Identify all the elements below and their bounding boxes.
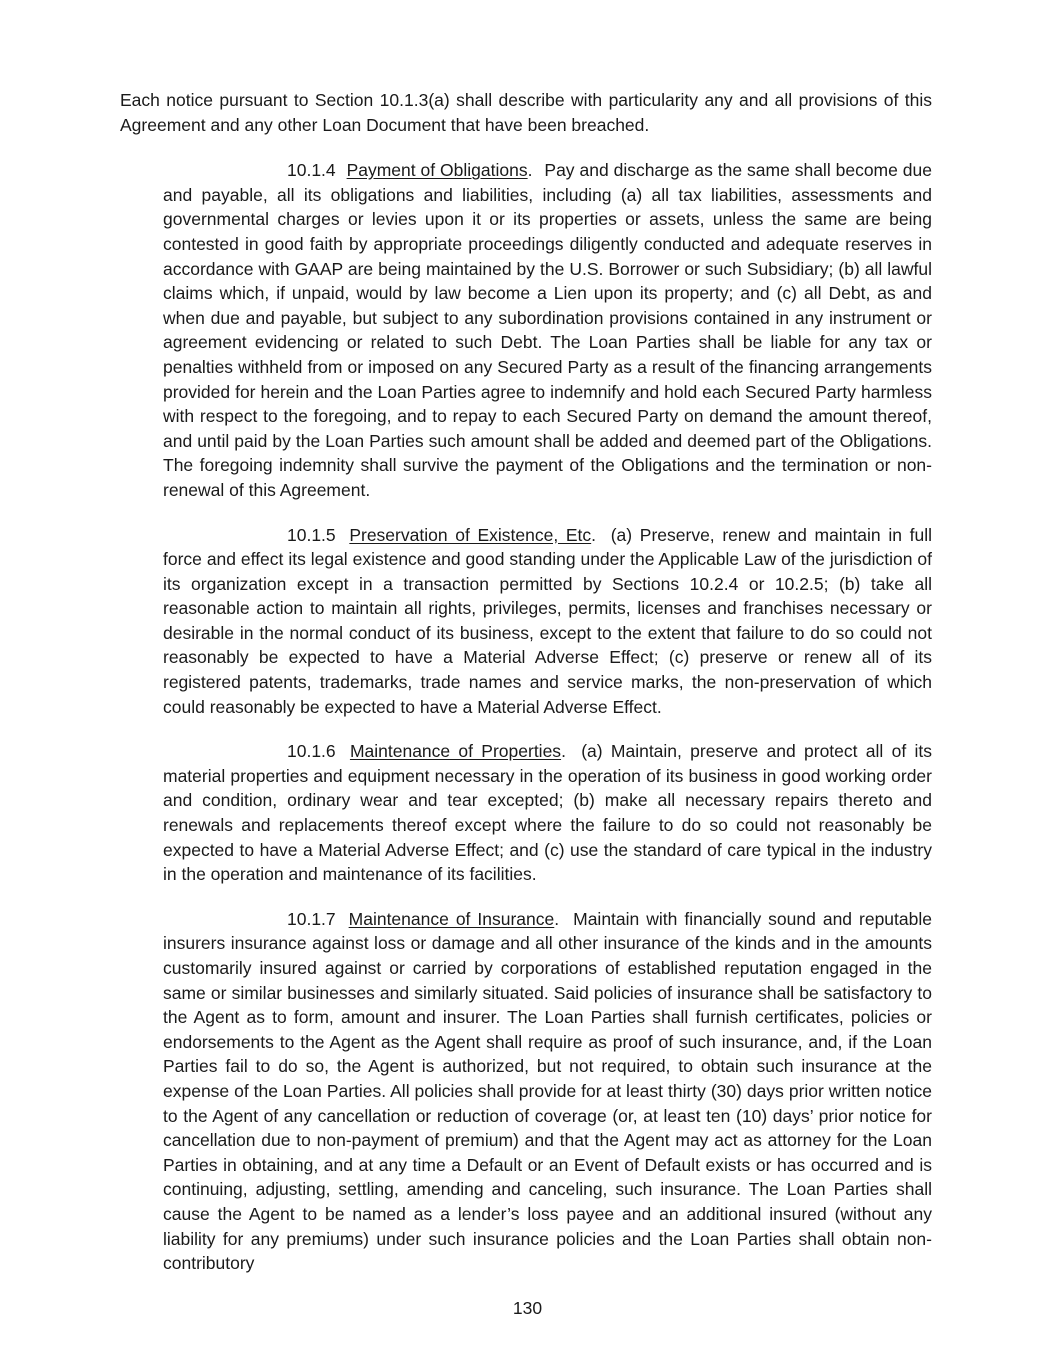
section-body-text: Maintain with financially sound and reputable insurers insurance against loss or damage and all other insurance of the kinds and in the amounts customarily insured against or carried by corporations of established reputation engaged in the same or similar businesses and similarly situated. Said policies of insurance shall be satisfactory to the Agent as to form, amount and insurer. The Loan Parties shall furnish certificates, policies or endorsements to the Agent as the Agent shall require as proof of such insurance, and, if the Loan Parties fail to do so, the Agent is authorized, but not required, to obtain such insurance at the expense of the Loan Parties. All policies shall provide for at least thirty (30) days prior written notice to the Agent of any cancellation or reduction of coverage (or, at least ten (10) days’ prior notice for cancellation due to non-payment of premium) and that the Agent may act as attorney for the Loan Parties in obtaining, and at any time a Default or an Event of Default exists or has occurred and is continuing, adjusting, settling, amending and canceling, such insurance. The Loan Parties shall cause the Agent to be named as a lender’s loss payee and an additional insured (without any liability for any premiums) under such insurance policies and the Loan Parties shall obtain non-contributory	[163, 908, 932, 1274]
section-paragraph-10-1-4	[163, 158, 932, 502]
section-title: Maintenance of Insurance	[348, 908, 555, 929]
section-title-punct: .	[554, 908, 560, 929]
section-title: Payment of Obligations	[346, 160, 528, 181]
section-number: 10.1.6	[287, 741, 336, 762]
section-title-punct: .	[591, 524, 597, 545]
section-paragraph-10-1-7	[163, 907, 932, 1276]
document-body	[0, 88, 1055, 1276]
page-number: 130	[512, 1297, 543, 1318]
section-body-text: Pay and discharge as the same shall become due and payable, all its obligations and liabilities, including (a) all tax liabilities, assessments and governmental charges or levies upon it or its properties or assets, unless the same are being contested in good faith by appropriate proceedings diligently conducted and adequate reserves in accordance with GAAP are being maintained by the U.S. Borrower or such Subsidiary; (b) all lawful claims which, if unpaid, would by law become a Lien upon its property; and (c) all Debt, as and when due and payable, but subject to any subordination provisions contained in any instrument or agreement evidencing or related to such Debt. The Loan Parties shall be liable for any tax or penalties withheld from or imposed on any Secured Party as a result of the financing arrangements provided for herein and the Loan Parties agree to indemnify and hold each Secured Party harmless with respect to the foregoing, and to repay to each Secured Party on demand the amount thereof, and until paid by the Loan Parties such amount shall be added and deemed part of the Obligations. The foregoing indemnity shall survive the payment of the Obligations and the termination or non-renewal of this Agreement.	[163, 160, 932, 500]
section-title: Preservation of Existence, Etc	[349, 524, 592, 545]
section-paragraph-10-1-6	[163, 739, 932, 887]
section-number: 10.1.4	[287, 160, 336, 181]
intro-paragraph: Each notice pursuant to Section 10.1.3(a) shall describe with particularity any and all provisions of this Agreement and any other Loan Document that have been breached.	[120, 90, 932, 135]
section-title: Maintenance of Properties	[349, 741, 562, 762]
section-number: 10.1.5	[287, 524, 336, 545]
section-body-text: (a) Preserve, renew and maintain in full force and effect its legal existence and good standing under the Applicable Law of the jurisdiction of its organization except in a transaction permitted by Sections 10.2.4 or 10.2.5; (b) take all reasonable action to maintain all rights, privileges, permits, licenses and franchises necessary or desirable in the normal conduct of its business, except to the extent that failure to do so could not reasonably be expected to have a Material Adverse Effect; (c) preserve or renew all of its registered patents, trademarks, trade names and service marks, the non-preservation of which could reasonably be expected to have a Material Adverse Effect.	[163, 524, 932, 717]
section-title-punct: .	[527, 160, 533, 181]
section-number: 10.1.7	[287, 908, 336, 929]
section-body-text: (a) Maintain, preserve and protect all of its material properties and equipment necessary in the operation of its business in good working order and condition, ordinary wear and tear excepted; (b) make all necessary repairs thereto and renewals and replacements thereof except where the failure to do so could not reasonably be expected to have a Material Adverse Effect; and (c) use the standard of care typical in the industry in the operation and maintenance of its facilities.	[163, 741, 932, 885]
section-title-punct: .	[561, 741, 566, 762]
section-paragraph-10-1-5	[163, 523, 932, 720]
